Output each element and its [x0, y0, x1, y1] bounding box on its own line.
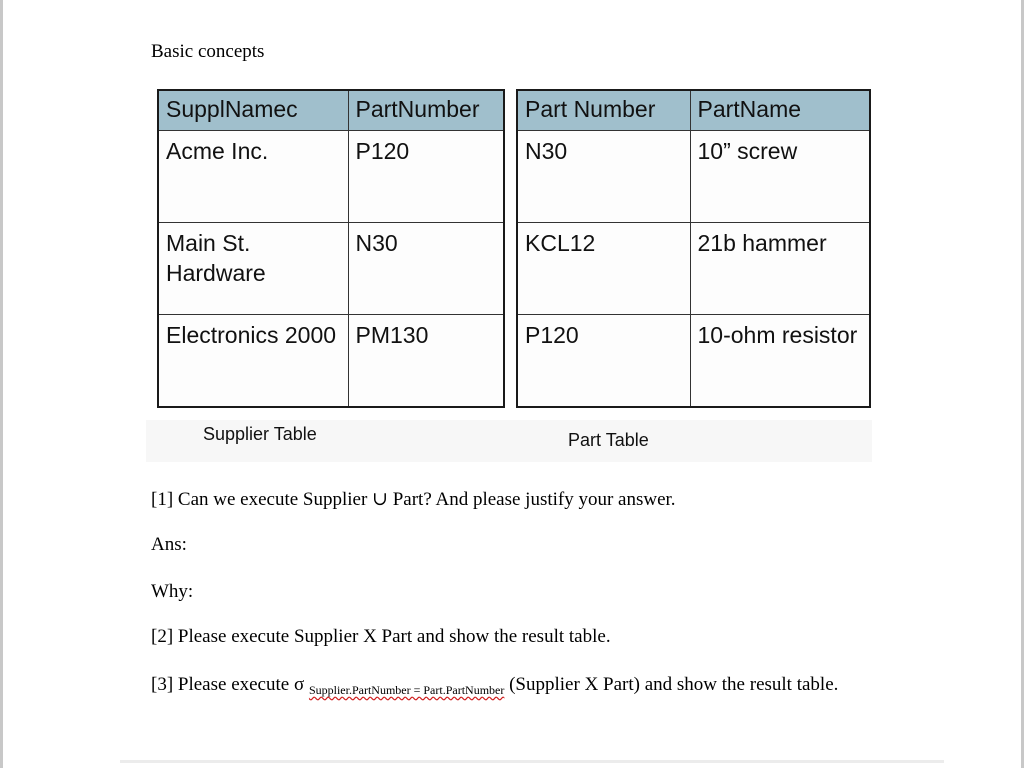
table-cell: PM130: [348, 315, 504, 408]
part-table: [516, 89, 871, 408]
question-3-prefix: [3] Please execute σ: [151, 674, 309, 695]
table-cell: Electronics 2000: [158, 315, 348, 408]
table-cell: N30: [517, 131, 690, 223]
table-row: [517, 131, 870, 223]
table-cell: 10-ohm resistor: [690, 315, 870, 408]
table-cell: P120: [517, 315, 690, 408]
question-3-suffix: (Supplier X Part) and show the result table.: [504, 674, 839, 695]
why-label: Why:: [151, 581, 194, 602]
supplier-table-caption: Supplier Table: [203, 424, 317, 444]
page-bottom-shadow: [120, 760, 944, 763]
table-row: [158, 223, 504, 315]
table-header-row: [517, 90, 870, 131]
table-row: [517, 315, 870, 408]
page-edge-left: [0, 0, 3, 768]
table-cell: P120: [348, 131, 504, 223]
header-cell: PartName: [690, 90, 870, 131]
document-heading: Basic concepts: [151, 41, 265, 62]
table-header-row: [158, 90, 504, 131]
table-cell: KCL12: [517, 223, 690, 315]
question-1: [1] Can we execute Supplier ∪ Part? And please justify your answer.: [151, 489, 676, 510]
table-row: [158, 315, 504, 408]
table-cell: Acme Inc.: [158, 131, 348, 223]
table-cell: Main St. Hardware: [158, 223, 348, 315]
part-table-caption: Part Table: [568, 430, 649, 450]
table-cell: 21b hammer: [690, 223, 870, 315]
selection-condition-subscript: Supplier.PartNumber = Part.PartNumber: [308, 683, 505, 697]
table-row: [158, 131, 504, 223]
question-2: [2] Please execute Supplier X Part and show the result table.: [151, 626, 611, 647]
answer-label: Ans:: [151, 534, 187, 555]
table-cell: 10” screw: [690, 131, 870, 223]
header-cell: SupplNamec: [158, 90, 348, 131]
table-cell: N30: [348, 223, 504, 315]
table-row: [517, 223, 870, 315]
header-cell: PartNumber: [348, 90, 504, 131]
question-3: [151, 673, 871, 698]
header-cell: Part Number: [517, 90, 690, 131]
supplier-table: [157, 89, 505, 408]
